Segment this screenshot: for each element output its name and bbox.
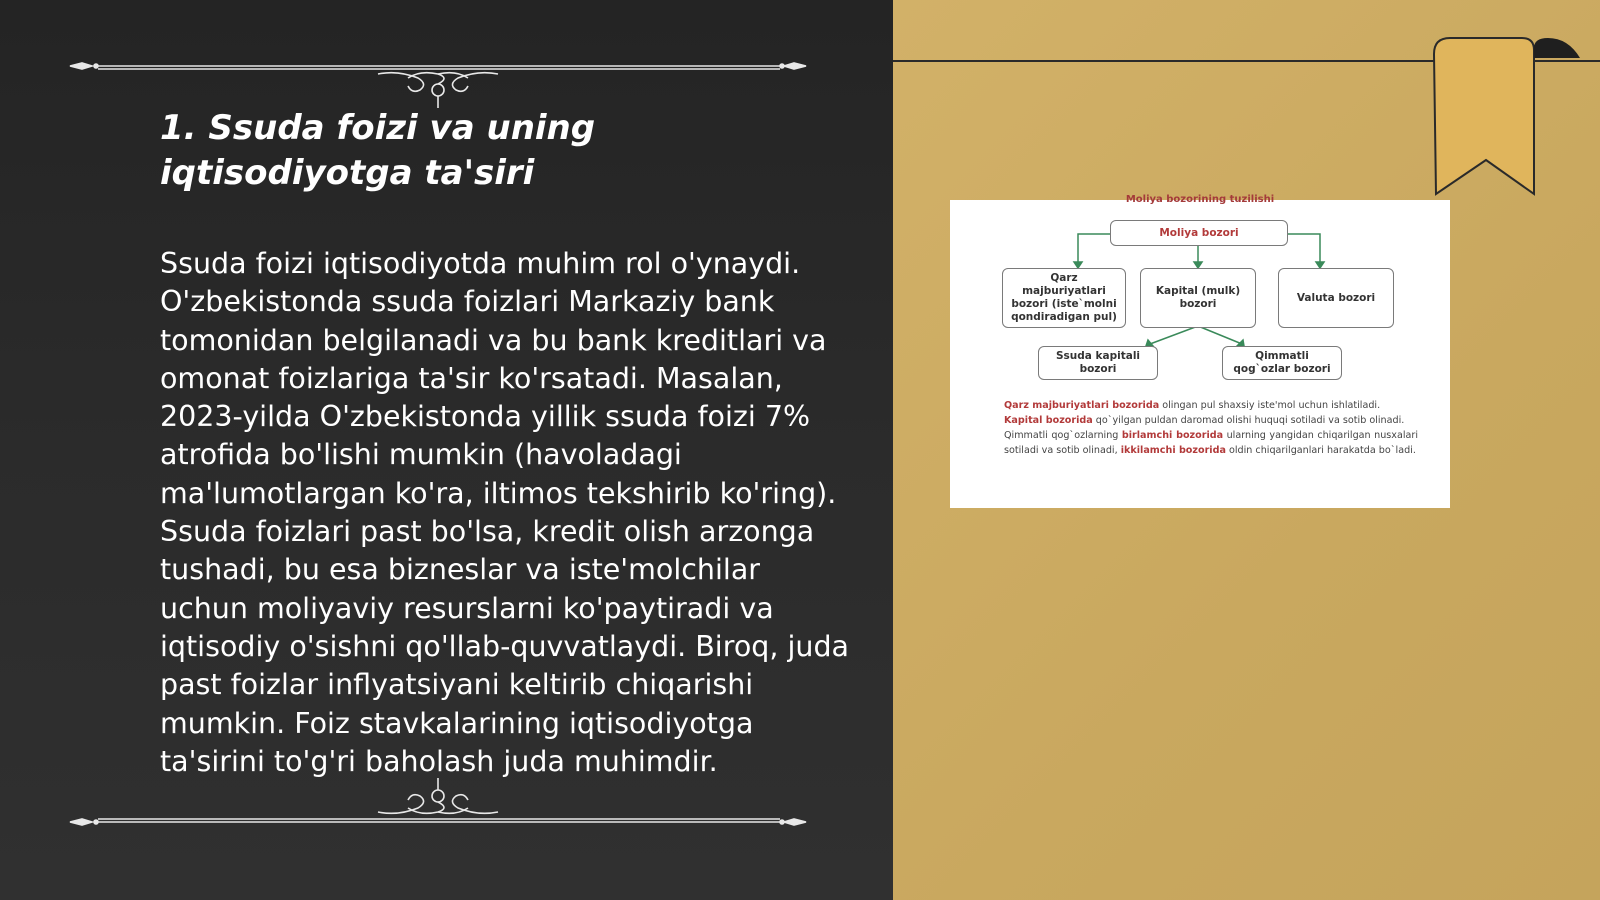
text-segment: ularning yangidan chiqarilgan nusxalari sotiladi va sotib olinadi, — [1004, 430, 1419, 456]
financial-market-diagram-image — [950, 194, 1450, 508]
slide-body-text: Ssuda foizi iqtisodiyotda muhim rol o'ynaydi. O'zbekistonda ssuda foizlari Markaziy bank tomonidan belgilanadi va bu bank kreditlari va omonat foizlariga ta'sir ko'rsatadi. Masalan, 2023-yilda O'zbekistonda yillik ssuda foizi 7% atrofida bo'lishi mumkin (havoladagi ma'lumotlargan ko'ra, iltimos tekshirib ko'ring). Ssuda foizlari past bo'lsa, kredit olish arzonga tushadi, bu esa bizneslar va iste'molchilar uchun moliyaviy resurslarni ko'paytiradi va iqtisodiy o'sishni qo'llab-quvvatlaydi. Biroq, juda past foizlar inflyatsiyani keltirib chiqarishi mumkin. Foiz stavkalarining iqtisodiyotga ta'sirini to'g'ri baholash juda muhimdir. — [160, 247, 849, 778]
term-kapital-bozorida: Kapital bozorida — [1004, 415, 1093, 426]
term-birlamchi-bozorida: birlamchi bozorida — [1121, 430, 1224, 441]
node-kapital-bozori: Kapital (mulk) bozori — [1140, 268, 1256, 328]
top-ornament-divider-icon — [68, 44, 828, 104]
node-ssuda-kapitali: Ssuda kapitali bozori — [1038, 346, 1158, 380]
text-segment: Qimmatli qog`ozlarning — [1004, 430, 1122, 441]
node-moliya-bozori: Moliya bozori — [1110, 220, 1288, 246]
text-segment: olingan pul shaxsiy iste'mol uchun ishlatiladi. — [1159, 400, 1381, 411]
text-segment: oldin chiqarilganlari harakatda bo`ladi. — [1225, 445, 1416, 456]
term-ikkilamchi-bozorida: ikkilamchi bozorida — [1120, 445, 1226, 456]
node-qarz-majburiyatlari: Qarz majburiyatlari bozori (iste`molni qondiradigan pul) — [1002, 268, 1126, 328]
term-qarz-majburiyatlari: Qarz majburiyatlari bozorida — [1004, 400, 1160, 411]
slide-title: 1. Ssuda foizi va uning iqtisodiyotga ta'siri — [160, 108, 596, 193]
diagram-caption: Moliya bozorining tuzilishi — [1125, 194, 1275, 205]
node-valuta-bozori: Valuta bozori — [1278, 268, 1394, 328]
text-segment: qo`yilgan puldan daromad olishi huquqi sotiladi va sotib olinadi. — [1092, 415, 1405, 426]
node-qimmatli-qogozlar: Qimmatli qog`ozlar bozori — [1222, 346, 1342, 380]
bookmark-ribbon-icon — [1430, 34, 1600, 204]
diagram-explanation-text — [984, 398, 1418, 458]
